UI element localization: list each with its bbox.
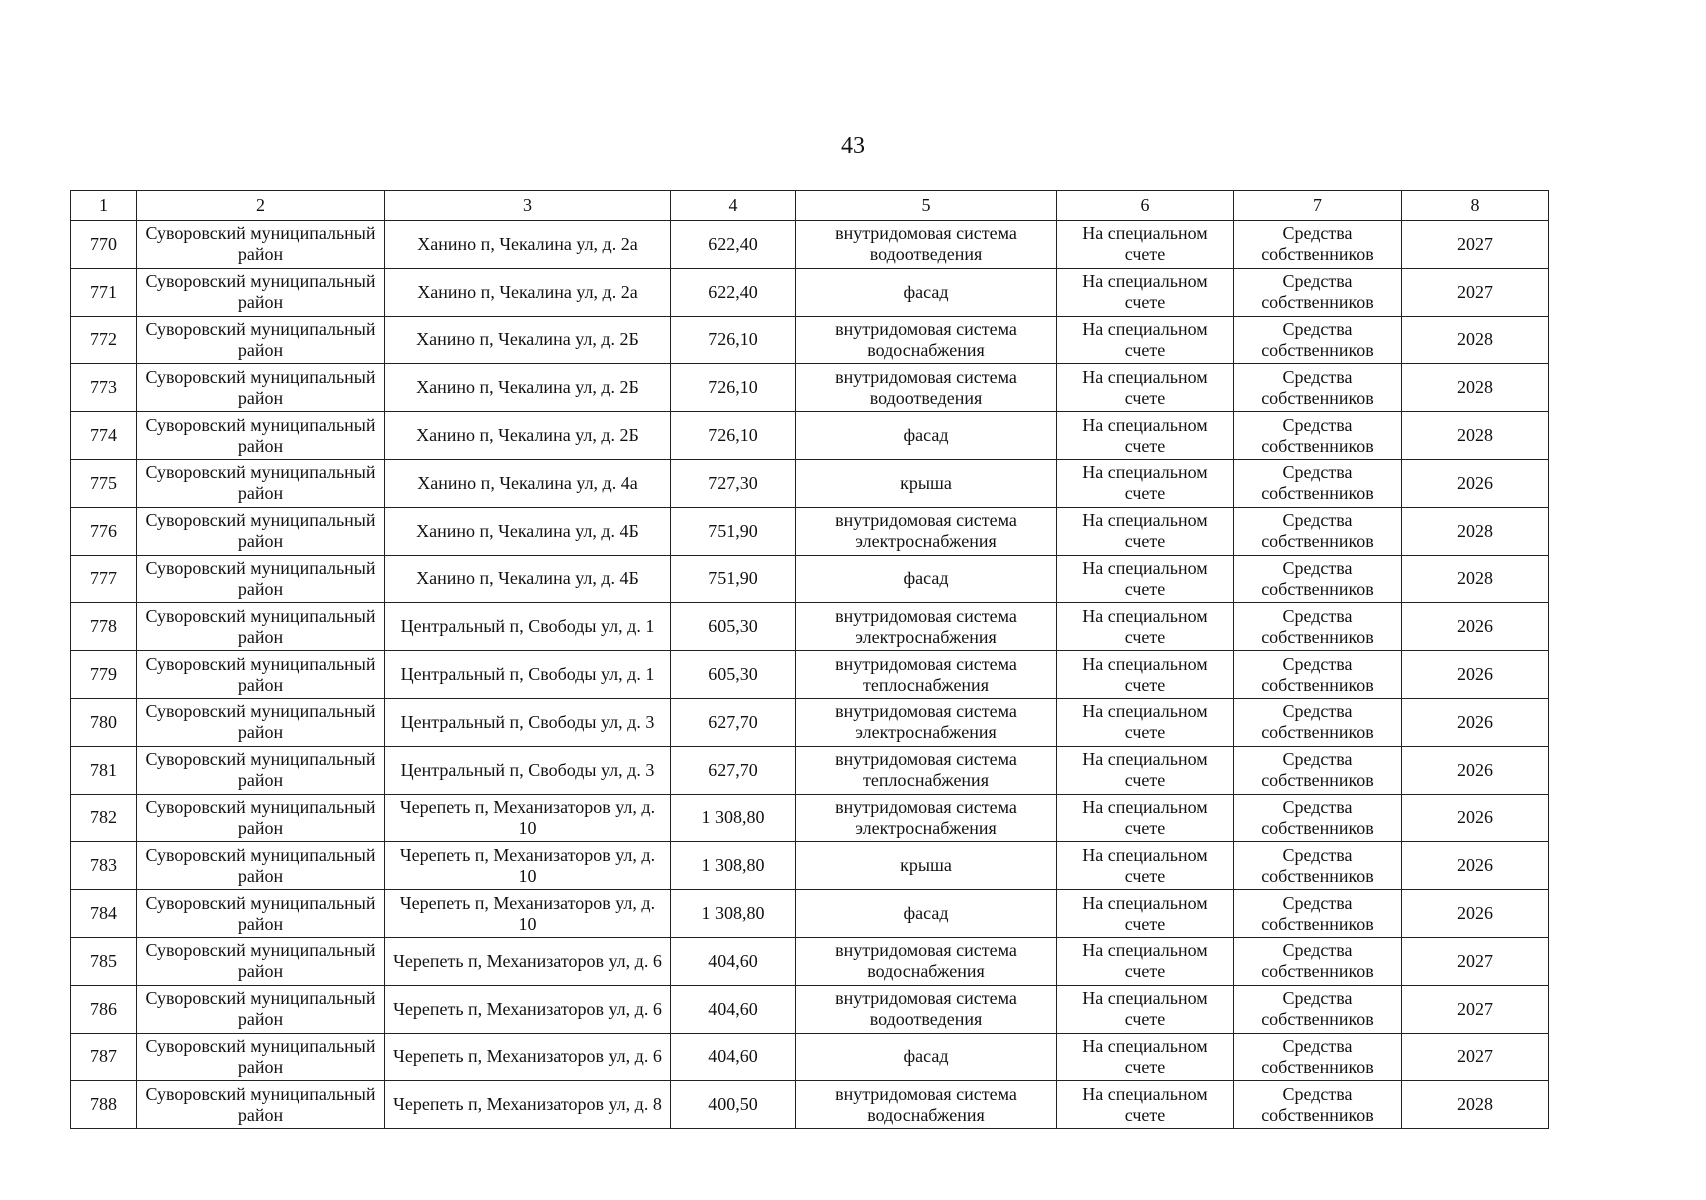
address-cell: Ханино п, Чекалина ул, д. 4а	[385, 459, 671, 507]
row-number-cell: 783	[71, 842, 137, 890]
account-type-cell: На специальном счете	[1057, 937, 1234, 985]
account-type-cell: На специальном счете	[1057, 507, 1234, 555]
column-header: 6	[1057, 191, 1234, 221]
account-type-cell: На специальном счете	[1057, 268, 1234, 316]
account-type-cell: На специальном счете	[1057, 603, 1234, 651]
funding-source-cell: Средства собственников	[1234, 507, 1402, 555]
funding-source-cell: Средства собственников	[1234, 1033, 1402, 1081]
year-cell: 2027	[1402, 221, 1549, 269]
address-cell: Ханино п, Чекалина ул, д. 4Б	[385, 507, 671, 555]
year-cell: 2027	[1402, 937, 1549, 985]
row-number-cell: 774	[71, 412, 137, 460]
year-cell: 2028	[1402, 1081, 1549, 1129]
district-cell: Суворовский муниципальный район	[137, 221, 385, 269]
funding-source-cell: Средства собственников	[1234, 555, 1402, 603]
funding-source-cell: Средства собственников	[1234, 316, 1402, 364]
funding-source-cell: Средства собственников	[1234, 842, 1402, 890]
address-cell: Ханино п, Чекалина ул, д. 4Б	[385, 555, 671, 603]
work-type-cell: внутридомовая система электроснабжения	[796, 698, 1057, 746]
area-cell: 751,90	[671, 507, 796, 555]
column-number-row	[71, 191, 1549, 221]
table-row	[71, 985, 1549, 1033]
table-row	[71, 555, 1549, 603]
area-cell: 605,30	[671, 651, 796, 699]
funding-source-cell: Средства собственников	[1234, 221, 1402, 269]
district-cell: Суворовский муниципальный район	[137, 316, 385, 364]
district-cell: Суворовский муниципальный район	[137, 794, 385, 842]
address-cell: Ханино п, Чекалина ул, д. 2а	[385, 221, 671, 269]
year-cell: 2028	[1402, 364, 1549, 412]
account-type-cell: На специальном счете	[1057, 651, 1234, 699]
year-cell: 2026	[1402, 794, 1549, 842]
year-cell: 2026	[1402, 603, 1549, 651]
table-row	[71, 890, 1549, 938]
account-type-cell: На специальном счете	[1057, 794, 1234, 842]
district-cell: Суворовский муниципальный район	[137, 651, 385, 699]
repair-schedule-table	[70, 190, 1549, 1129]
table-row	[71, 364, 1549, 412]
address-cell: Черепеть п, Механизаторов ул, д. 10	[385, 842, 671, 890]
row-number-cell: 781	[71, 746, 137, 794]
row-number-cell: 787	[71, 1033, 137, 1081]
address-cell: Ханино п, Чекалина ул, д. 2а	[385, 268, 671, 316]
address-cell: Черепеть п, Механизаторов ул, д. 8	[385, 1081, 671, 1129]
row-number-cell: 780	[71, 698, 137, 746]
account-type-cell: На специальном счете	[1057, 890, 1234, 938]
table-row	[71, 794, 1549, 842]
funding-source-cell: Средства собственников	[1234, 937, 1402, 985]
district-cell: Суворовский муниципальный район	[137, 698, 385, 746]
year-cell: 2026	[1402, 890, 1549, 938]
account-type-cell: На специальном счете	[1057, 842, 1234, 890]
row-number-cell: 779	[71, 651, 137, 699]
work-type-cell: крыша	[796, 459, 1057, 507]
row-number-cell: 785	[71, 937, 137, 985]
district-cell: Суворовский муниципальный район	[137, 1081, 385, 1129]
year-cell: 2026	[1402, 698, 1549, 746]
area-cell: 404,60	[671, 937, 796, 985]
row-number-cell: 773	[71, 364, 137, 412]
area-cell: 400,50	[671, 1081, 796, 1129]
table-row	[71, 937, 1549, 985]
table-row	[71, 316, 1549, 364]
column-header: 2	[137, 191, 385, 221]
district-cell: Суворовский муниципальный район	[137, 937, 385, 985]
table-row	[71, 1081, 1549, 1129]
column-header: 7	[1234, 191, 1402, 221]
work-type-cell: фасад	[796, 268, 1057, 316]
work-type-cell: фасад	[796, 555, 1057, 603]
district-cell: Суворовский муниципальный район	[137, 603, 385, 651]
table-row	[71, 1033, 1549, 1081]
address-cell: Ханино п, Чекалина ул, д. 2Б	[385, 316, 671, 364]
account-type-cell: На специальном счете	[1057, 555, 1234, 603]
area-cell: 1 308,80	[671, 842, 796, 890]
address-cell: Ханино п, Чекалина ул, д. 2Б	[385, 412, 671, 460]
account-type-cell: На специальном счете	[1057, 316, 1234, 364]
funding-source-cell: Средства собственников	[1234, 603, 1402, 651]
column-header: 3	[385, 191, 671, 221]
work-type-cell: внутридомовая система водоснабжения	[796, 316, 1057, 364]
district-cell: Суворовский муниципальный район	[137, 268, 385, 316]
year-cell: 2026	[1402, 842, 1549, 890]
address-cell: Ханино п, Чекалина ул, д. 2Б	[385, 364, 671, 412]
area-cell: 622,40	[671, 268, 796, 316]
work-type-cell: внутридомовая система водоснабжения	[796, 1081, 1057, 1129]
funding-source-cell: Средства собственников	[1234, 985, 1402, 1033]
district-cell: Суворовский муниципальный район	[137, 1033, 385, 1081]
table-row	[71, 221, 1549, 269]
year-cell: 2026	[1402, 746, 1549, 794]
funding-source-cell: Средства собственников	[1234, 651, 1402, 699]
district-cell: Суворовский муниципальный район	[137, 507, 385, 555]
page-number: 43	[841, 133, 865, 159]
account-type-cell: На специальном счете	[1057, 1081, 1234, 1129]
work-type-cell: внутридомовая система водоотведения	[796, 985, 1057, 1033]
year-cell: 2028	[1402, 316, 1549, 364]
address-cell: Черепеть п, Механизаторов ул, д. 6	[385, 985, 671, 1033]
row-number-cell: 788	[71, 1081, 137, 1129]
table-body	[71, 221, 1549, 1129]
address-cell: Черепеть п, Механизаторов ул, д. 6	[385, 937, 671, 985]
row-number-cell: 782	[71, 794, 137, 842]
row-number-cell: 776	[71, 507, 137, 555]
work-type-cell: внутридомовая система электроснабжения	[796, 603, 1057, 651]
district-cell: Суворовский муниципальный район	[137, 555, 385, 603]
table-row	[71, 603, 1549, 651]
district-cell: Суворовский муниципальный район	[137, 985, 385, 1033]
work-type-cell: фасад	[796, 890, 1057, 938]
column-header: 5	[796, 191, 1057, 221]
area-cell: 726,10	[671, 412, 796, 460]
row-number-cell: 770	[71, 221, 137, 269]
funding-source-cell: Средства собственников	[1234, 412, 1402, 460]
account-type-cell: На специальном счете	[1057, 1033, 1234, 1081]
district-cell: Суворовский муниципальный район	[137, 412, 385, 460]
area-cell: 726,10	[671, 364, 796, 412]
year-cell: 2026	[1402, 651, 1549, 699]
work-type-cell: крыша	[796, 842, 1057, 890]
account-type-cell: На специальном счете	[1057, 412, 1234, 460]
year-cell: 2028	[1402, 555, 1549, 603]
address-cell: Черепеть п, Механизаторов ул, д. 10	[385, 794, 671, 842]
funding-source-cell: Средства собственников	[1234, 890, 1402, 938]
column-header: 8	[1402, 191, 1549, 221]
table-row	[71, 651, 1549, 699]
year-cell: 2027	[1402, 985, 1549, 1033]
work-type-cell: фасад	[796, 1033, 1057, 1081]
table-row	[71, 268, 1549, 316]
table-row	[71, 746, 1549, 794]
funding-source-cell: Средства собственников	[1234, 1081, 1402, 1129]
area-cell: 726,10	[671, 316, 796, 364]
work-type-cell: внутридомовая система теплоснабжения	[796, 746, 1057, 794]
area-cell: 751,90	[671, 555, 796, 603]
row-number-cell: 771	[71, 268, 137, 316]
funding-source-cell: Средства собственников	[1234, 746, 1402, 794]
work-type-cell: внутридомовая система водоотведения	[796, 221, 1057, 269]
row-number-cell: 777	[71, 555, 137, 603]
account-type-cell: На специальном счете	[1057, 221, 1234, 269]
address-cell: Центральный п, Свободы ул, д. 3	[385, 698, 671, 746]
row-number-cell: 784	[71, 890, 137, 938]
account-type-cell: На специальном счете	[1057, 985, 1234, 1033]
address-cell: Центральный п, Свободы ул, д. 3	[385, 746, 671, 794]
area-cell: 627,70	[671, 746, 796, 794]
address-cell: Черепеть п, Механизаторов ул, д. 6	[385, 1033, 671, 1081]
area-cell: 605,30	[671, 603, 796, 651]
work-type-cell: внутридомовая система водоотведения	[796, 364, 1057, 412]
table-row	[71, 507, 1549, 555]
account-type-cell: На специальном счете	[1057, 364, 1234, 412]
funding-source-cell: Средства собственников	[1234, 268, 1402, 316]
table-row	[71, 412, 1549, 460]
district-cell: Суворовский муниципальный район	[137, 364, 385, 412]
funding-source-cell: Средства собственников	[1234, 698, 1402, 746]
row-number-cell: 778	[71, 603, 137, 651]
account-type-cell: На специальном счете	[1057, 459, 1234, 507]
area-cell: 404,60	[671, 1033, 796, 1081]
column-header: 1	[71, 191, 137, 221]
area-cell: 404,60	[671, 985, 796, 1033]
funding-source-cell: Средства собственников	[1234, 459, 1402, 507]
year-cell: 2028	[1402, 507, 1549, 555]
row-number-cell: 786	[71, 985, 137, 1033]
work-type-cell: внутридомовая система теплоснабжения	[796, 651, 1057, 699]
district-cell: Суворовский муниципальный район	[137, 746, 385, 794]
row-number-cell: 775	[71, 459, 137, 507]
column-header: 4	[671, 191, 796, 221]
address-cell: Черепеть п, Механизаторов ул, д. 10	[385, 890, 671, 938]
work-type-cell: фасад	[796, 412, 1057, 460]
year-cell: 2027	[1402, 1033, 1549, 1081]
year-cell: 2028	[1402, 412, 1549, 460]
area-cell: 1 308,80	[671, 794, 796, 842]
address-cell: Центральный п, Свободы ул, д. 1	[385, 603, 671, 651]
work-type-cell: внутридомовая система электроснабжения	[796, 507, 1057, 555]
table-row	[71, 698, 1549, 746]
account-type-cell: На специальном счете	[1057, 698, 1234, 746]
address-cell: Центральный п, Свободы ул, д. 1	[385, 651, 671, 699]
funding-source-cell: Средства собственников	[1234, 364, 1402, 412]
account-type-cell: На специальном счете	[1057, 746, 1234, 794]
funding-source-cell: Средства собственников	[1234, 794, 1402, 842]
row-number-cell: 772	[71, 316, 137, 364]
area-cell: 622,40	[671, 221, 796, 269]
table-row	[71, 459, 1549, 507]
work-type-cell: внутридомовая система водоснабжения	[796, 937, 1057, 985]
district-cell: Суворовский муниципальный район	[137, 890, 385, 938]
area-cell: 727,30	[671, 459, 796, 507]
year-cell: 2026	[1402, 459, 1549, 507]
area-cell: 627,70	[671, 698, 796, 746]
table-row	[71, 842, 1549, 890]
year-cell: 2027	[1402, 268, 1549, 316]
district-cell: Суворовский муниципальный район	[137, 842, 385, 890]
work-type-cell: внутридомовая система электроснабжения	[796, 794, 1057, 842]
area-cell: 1 308,80	[671, 890, 796, 938]
district-cell: Суворовский муниципальный район	[137, 459, 385, 507]
